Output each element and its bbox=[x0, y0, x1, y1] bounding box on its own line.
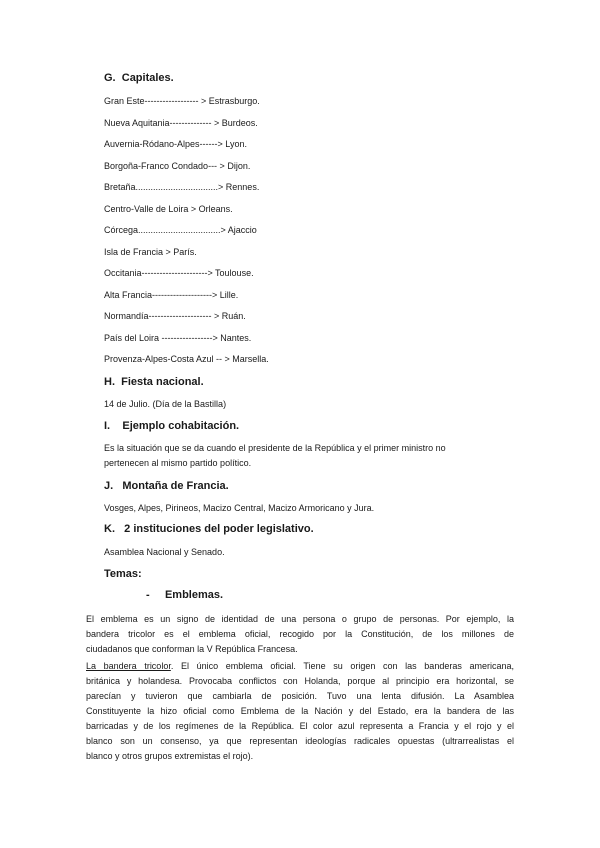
paragraph-bandera bbox=[86, 659, 514, 764]
section-g-letter: G. bbox=[104, 72, 116, 84]
capital-item: Córcega.................................> Ajaccio bbox=[104, 225, 257, 235]
bandera-lead: La bandera tricolor bbox=[86, 661, 171, 671]
section-i-heading bbox=[104, 420, 239, 432]
section-j-title: Montaña de Francia. bbox=[122, 480, 229, 492]
paragraph-line: blanco son un consenso, ya que representan ideologías radicales opuestas (ultrarrealistas el bbox=[86, 736, 514, 746]
bandera-line1-rest: . El único emblema oficial. Tiene su origen con las banderas americana, bbox=[170, 661, 514, 671]
paragraph-line: ciudadanos que conforman la V República Francesa. bbox=[86, 644, 298, 654]
capital-item: Nueva Aquitania-------------- > Burdeos. bbox=[104, 118, 258, 128]
cohabitacion-line: Es la situación que se da cuando el presidente de la República y el primer ministro no bbox=[104, 443, 446, 453]
section-i-letter: I. bbox=[104, 420, 111, 432]
cohabitacion-line: pertenecen al mismo partido político. bbox=[104, 458, 252, 468]
capital-item: Gran Este------------------ > Estrasburgo. bbox=[104, 96, 260, 106]
montanas-text: Vosges, Alpes, Pirineos, Macizo Central, Macizo Armoricano y Jura. bbox=[104, 503, 375, 513]
temas-heading: Temas: bbox=[104, 568, 142, 580]
section-k-letter: K. bbox=[104, 523, 115, 535]
paragraph-line: bandera tricolor es el emblema oficial, recogido por la Constitución, de los millones de bbox=[86, 629, 514, 639]
capital-item: País del Loira -----------------> Nantes. bbox=[104, 333, 252, 343]
section-g-heading bbox=[104, 72, 174, 84]
capital-item: Provenza-Alpes-Costa Azul -- > Marsella. bbox=[104, 354, 269, 364]
section-j-letter: J. bbox=[104, 480, 114, 492]
capital-item: Alta Francia--------------------> Lille. bbox=[104, 290, 239, 300]
section-h-title: Fiesta nacional. bbox=[121, 376, 204, 388]
capital-item: Isla de Francia > París. bbox=[104, 247, 197, 257]
paragraph-line: blanco y otros grupos extremistas el rojo). bbox=[86, 751, 254, 761]
paragraph-line bbox=[86, 659, 514, 674]
section-k-heading bbox=[104, 523, 314, 535]
emblemas-heading bbox=[146, 589, 223, 601]
fiesta-text: 14 de Julio. (Día de la Bastilla) bbox=[104, 399, 227, 409]
paragraph-line: Constituyente la hizo oficial como Emblema de la Nación y del Estado, era la bandera de las bbox=[86, 706, 514, 716]
section-h-letter: H. bbox=[104, 376, 115, 388]
paragraph-line: parecían y tuvieron que cambiarla de posición. Tuvo una lenta difusión. La Asamblea bbox=[86, 691, 514, 701]
paragraph-line: británica y holandesa. Provocaba conflictos con Holanda, porque al principio era horizontal, se bbox=[86, 676, 514, 686]
section-g-title: Capitales. bbox=[121, 72, 174, 84]
emblemas-title: Emblemas. bbox=[164, 589, 224, 601]
legislativo-text: Asamblea Nacional y Senado. bbox=[104, 547, 225, 557]
capital-item: Normandía--------------------- > Ruán. bbox=[104, 311, 246, 321]
section-k-title: 2 instituciones del poder legislativo. bbox=[124, 523, 314, 535]
capital-item: Auvernia-Ródano-Alpes------> Lyon. bbox=[104, 139, 247, 149]
capital-item: Occitania----------------------> Toulouse. bbox=[104, 268, 254, 278]
paragraph-emblema bbox=[86, 612, 514, 657]
capital-item: Bretaña.................................> Rennes. bbox=[104, 182, 260, 192]
section-h-heading bbox=[104, 376, 204, 388]
paragraph-line: El emblema es un signo de identidad de una persona o grupo de personas. Por ejemplo, la bbox=[86, 614, 514, 624]
section-j-heading bbox=[104, 480, 229, 492]
paragraph-line: barricadas y de los regímenes de la República. El color azul representa a Francia y el rojo y el bbox=[86, 721, 514, 731]
section-i-title: Ejemplo cohabitación. bbox=[122, 420, 240, 432]
capital-item: Centro-Valle de Loira > Orleans. bbox=[104, 204, 233, 214]
capital-item: Borgoña-Franco Condado--- > Dijon. bbox=[104, 161, 251, 171]
emblemas-dash: - bbox=[146, 589, 150, 601]
